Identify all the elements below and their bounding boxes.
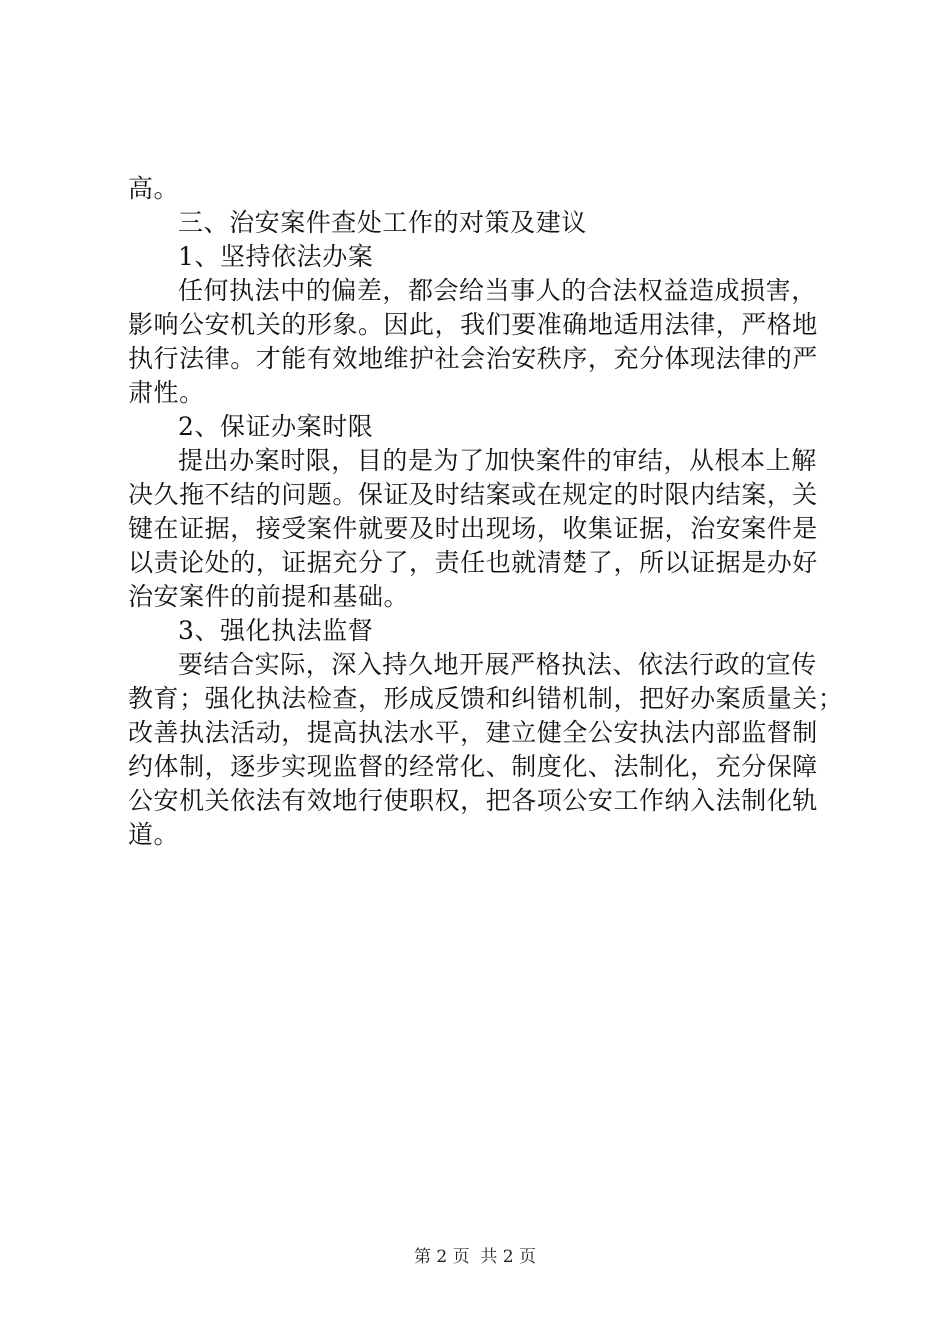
text-line: 提出办案时限，目的是为了加快案件的审结，从根本上解 [178,446,817,475]
text-line: 影响公安机关的形象。因此，我们要准确地适用法律，严格地 [128,310,818,339]
text-line: 约体制，逐步实现监督的经常化、制度化、法制化，充分保障 [128,752,818,781]
text-line: 以责论处的，证据充分了，责任也就清楚了，所以证据是办好 [128,548,818,577]
text-line: 执行法律。才能有效地维护社会治安秩序，充分体现法律的严 [128,344,818,373]
text-line: 键在证据，接受案件就要及时出现场，收集证据，治安案件是 [128,514,818,543]
subsection-heading: 1、坚持依法办案 [178,242,374,271]
document-body [128,172,844,852]
text-line: 道。 [128,820,180,849]
text-line: 公安机关依法有效地行使职权，把各项公安工作纳入法制化轨 [128,786,818,815]
text-line: 高。 [128,174,180,203]
subsection-heading: 2、保证办案时限 [178,412,374,441]
page-number-footer: 第 2 页 共 2 页 [413,1247,537,1267]
text-line: 决久拖不结的问题。保证及时结案或在规定的时限内结案，关 [128,480,818,509]
section-heading: 三、治安案件查处工作的对策及建议 [178,208,587,237]
text-line: 肃性。 [128,378,205,407]
text-line: 改善执法活动，提高执法水平，建立健全公安执法内部监督制 [128,718,818,747]
subsection-heading: 3、强化执法监督 [178,616,374,645]
text-line: 任何执法中的偏差，都会给当事人的合法权益造成损害， [178,276,817,305]
text-line: 要结合实际，深入持久地开展严格执法、依法行政的宣传 [178,650,817,679]
text-line: 治安案件的前提和基础。 [128,582,410,611]
text-line: 教育；强化执法检查，形成反馈和纠错机制，把好办案质量关； [128,684,844,713]
